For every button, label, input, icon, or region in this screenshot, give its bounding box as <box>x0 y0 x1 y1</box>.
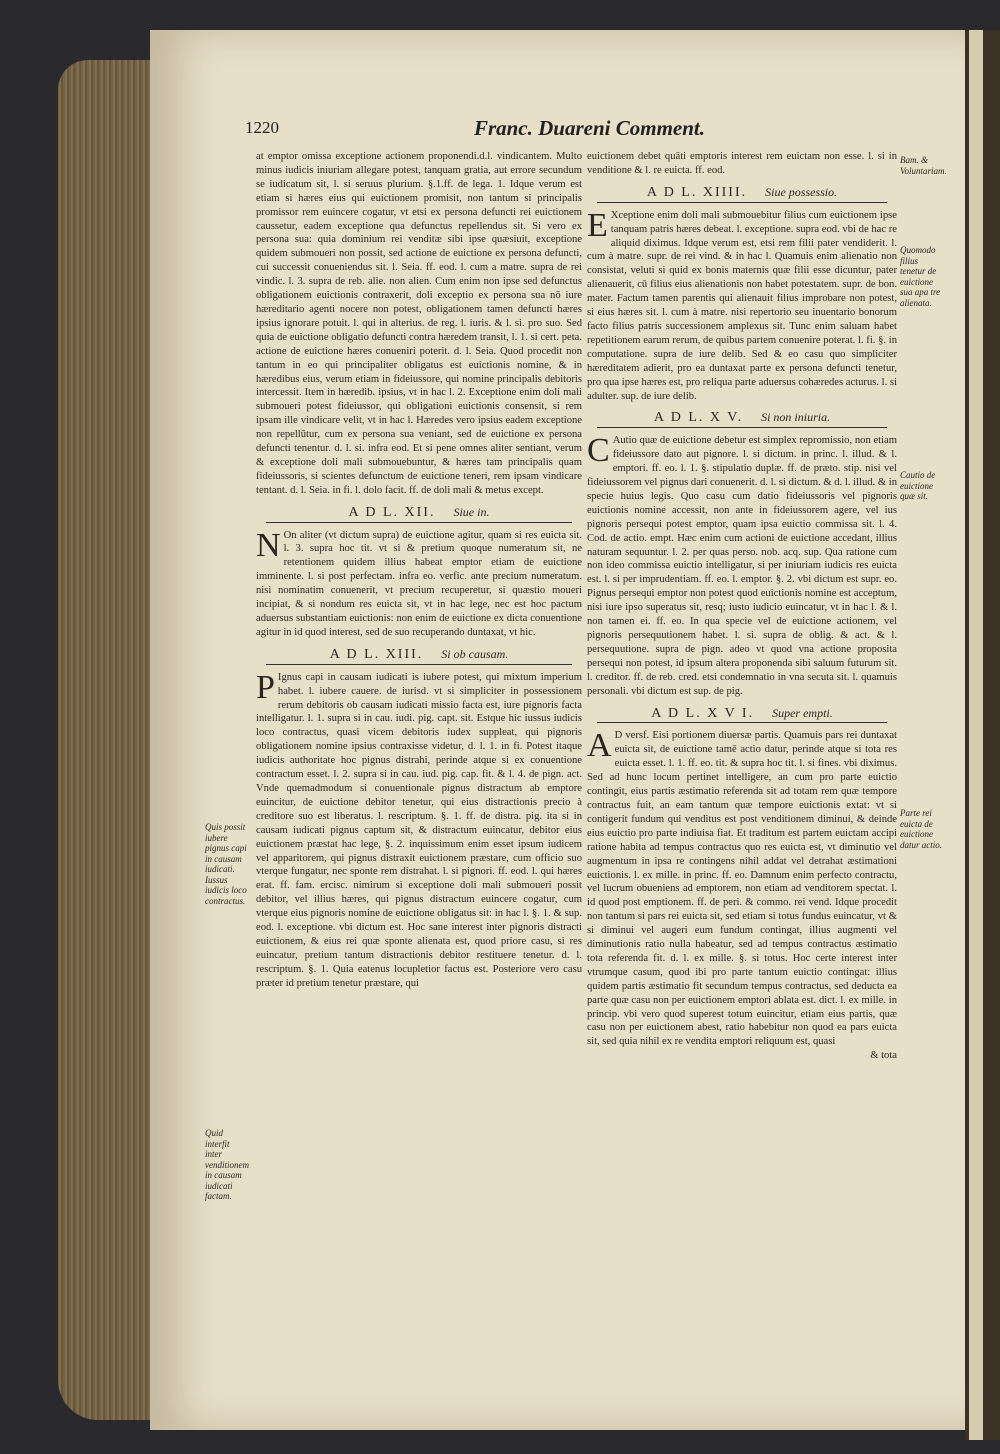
section-heading-xiiii <box>587 186 897 203</box>
heading-rule <box>597 427 887 428</box>
section-heading-xv <box>587 411 897 428</box>
drop-cap: A <box>587 727 612 765</box>
right-paragraph-1: euictionem debet quāti emptoris interest rem euictam non esse. l. si in venditione & l. re euicta. ff. eod. <box>587 151 897 176</box>
heading-lemma: Si ob causam. <box>441 646 509 661</box>
drop-cap: N <box>256 526 281 564</box>
right-paragraph-2 <box>587 206 897 404</box>
section-heading-xiii <box>256 648 582 665</box>
left-paragraph-2 <box>256 526 582 640</box>
page-header <box>245 118 705 148</box>
heading-rule <box>597 722 887 723</box>
left-column <box>256 150 582 991</box>
heading-lemma: Super empti. <box>772 705 833 720</box>
paragraph-text: Ignus capi in causam iudicati is iubere potest, qui mixtum imperium habet. l. iubere cauere. de iurisd. vt si simpliciter in possessionem rerum debitoris ob causam iudicati missio facta est, iure pignoris facta intelligatur. l. 1. supra si in cau. iudi. pig. capt. sit. Estque hic iussus iudicis loco contractus, quasi vicem debitoris iudex suppleat, qui pignoris obligationem nomine ipsius contraxisse videtur, d. l. 1. in fi. Potest itaque iudicis authoritate hoc pignus distrahi, perinde atque si ex conuentione contractum esset. l. 2. supra si in cau. iud. pig. cap. fit. & l. 4. de pign. act. Vnde quemadmodum si conuentionale pignus distractum ab emptore euincitur, de euictione debitor tenetur, qui eius distractionis precio à creditore suo est liberatus. l. rescriptum. §. 1. ff. de distra. pig. ita si in causam iudicati pignus captum sit, & distractum euincatur, debitor eius euictionem præstat hac lege, §. 2. inquissimum enim esset ipsum iudicem vel apparitorem, qui pignus distraxit euictionem præstare, cum officio suo vterque fungatur, nec sponte rem distrahat. l. si pignori. ff. eod. l. qui hæres erat. ff. fam. ercisc. nimirum si exceptione doli mali submoueri possit debitor, vel illius hæres, qui pignus distractum euincere cogatur, cum vterque eius pignoris nomine de euictione obligatus sit: in hac l. §. 1. & sup. eod. l. exceptione. vbi dictum est. Hoc sane interest inter pignoris distracti euictionem, & eius rei quæ sponte alienata est, quod priore casu, si res euincatur, pretium tantum distractionis debitor restituere tenetur. d. l. rescriptum. §. 1. Quia eatenus locupletior factus est. Posteriore vero casu præter id pretium tenetur præstare, qui <box>256 671 582 989</box>
drop-cap: P <box>256 668 275 706</box>
drop-cap: E <box>587 206 608 244</box>
page-number: 1220 <box>245 118 279 137</box>
heading-rule <box>266 664 572 665</box>
paragraph-text: Xceptione enim doli mali submouebitur filius cum euictionem ipse tanquam patris hæres debeat. l. exceptione. supra eod. vbi de hac re aliquid diximus. Idque verum est, etsi rem filii pater vendiderit. l. cum à matre. supr. de rei vind. & in hac l. Quamuis enim alienatio non consistat, veluti si quid ex bonis maternis quæ filii esse dicuntur, pater alienauerit, cū filius eius alienationis non habet potestatem. supr. de bon. mater. Factum tamen parentis qui alienauit filius improbare non potest, si eius hæres sit. l. cum à matre. nisi repertorio seu inuentario bonorum facto filius patris successionem amplexus sit. Tunc enim saluam habet repetitionem earum rerum, de quibus partem conuenire poterat. l. fi. §. in computatione. supra de iure delib. Sed & eo casu quo simpliciter hæreditatem adierit, pro ea duntaxat parte ex persona defuncti tenetur, pro qua ipse hæres est, pro reliqua parte aduersus cohæredes acturus. l. si adulter. sup. de iure delib. <box>587 209 897 402</box>
paragraph-text: On aliter (vt dictum supra) de euictione agitur, quam si res euicta sit. l. 3. supra hoc tit. vt si & pretium quoque numeratum sit, ne retentionem quidem illius habeat emptor etiam de euictione imminente. l. si post perfectam. infra eo. verfic. ante precium numeratum. nisi nominatim conuenerit, vt precium recuperetur, si quæstio moueri incipiat, & si nondum res euicta sit, vt in hac lege, nec est hoc pactum aduersus substantiam euictionis: non enim de euictione ex dicta conuentione agitur in id quod interest, sed de suo recuperando duntaxat, vt hic. <box>256 529 582 638</box>
right-column <box>587 150 897 1063</box>
margin-note-right-1: Bam. & Voluntariam. <box>900 155 947 176</box>
margin-note-right-2: Quomodo filius tenetur de euictione sua apa tre alienata. <box>900 245 941 308</box>
margin-note-right-3: Cautio de euictione quæ sit. <box>900 470 936 501</box>
paragraph-text: D versf. Eisi portionem diuersæ partis. Quamuis pars rei duntaxat euicta sit, de euictione tamē actio datur, perinde atque si tota res euicta esset. l. 1. ff. eo. tit. & supra hoc tit. l. si fines. vbi diximus. Sed ad hunc locum pertinet intelligere, an cum pro parte euictio contingit, eius partis æstimatio referenda sit ad totam rem quæ tempore contractus fuit, an eam tantum quæ tempore euictionis extat: vt si contigerit fundum qui venditus est post venditionem diminui, & deinde eius euictio pro parte indiuisa fiat. Et traditum est partem euictam accipi ratione habita ad tempus contractus quo res euicta est, vt diminutio vel augmentum in ipsa re contingens nihil addat vel detrahat æstimationi euictionis. l. ex mille. in princ. ff. eo. Damnum enim perfecto contractu, vel lucrum obueniens ad emptorem, non etiam ad venditorem spectat. l. id quod post emptionem. ff. de peri. & commo. rei vend. Idque procedit non tantum si pars rei euicta sit, sed etiam si totus fundus euincatur, vt & si diminui vel augeri eum fundum contingat, illius augmenti vel diminutionis ratio nulla habeatur, sed ad tempus contractus æstimatio tota referenda fit. d. l. ex mille. §. si totus. Hoc certe interest inter vtrumque casum, quod ibi pro parte tantum euictio contingat: illius quidem partis æstimatio fit secundum tempus contractus, sed deducta ea parte quæ casu non per euictionem emptori ablata est. dict. l. ex mille. in princip. vbi vero quod superest totum euincitur, etiam eius partis, quæ casu non per euictionem abest, ratio habebitur non quod ea pars euicta sit, sed quia nihil ex re vendita emptori reliquum est, quasi <box>587 730 897 1048</box>
margin-note-left-1: Quis possit iubere pignus capi in causam iudicati. Iussus iudicis loco contractus. <box>205 822 247 906</box>
heading-lemma: Siue in. <box>453 504 490 519</box>
section-heading-xvi <box>587 707 897 724</box>
book-fore-edge <box>58 60 158 1420</box>
margin-note-right-4: Parte rei euicta de euictione datur actio. <box>900 808 942 850</box>
heading-label: A D L. XIII. <box>329 646 424 662</box>
heading-lemma: Siue possessio. <box>765 184 838 199</box>
drop-cap: C <box>587 432 610 470</box>
heading-lemma: Si non iniuria. <box>761 410 831 425</box>
left-paragraph-1: at emptor omissa exceptione actionem proponendi.d.l. vindicantem. Multo minus iudicis iniuriam allegare potest, tanquam gratia, aut errore secundum se iudicatum sit, l. si seruus plurium. §.1.ff. de lega. 1. Idque verum est etiam si hæres eius qui euictionem promisit, non tantum si principalis promissor rem euincere cogatur, vt etsi ex persona defuncti rei euictionem caussetur, eadem exceptione qua defunctus repellendus sit. Si vero ex persona sua: quia dominium rei venditæ sibi ipse quæsiuit, exceptione quidem submoueri non possit, sed actione de euictione ex persona defuncti, cui successit conueniendus sit. l. Seia. ff. eod. l. cum a matre. supra de rei vindic. l. 3. supra de reb. alie. non alien. Cum enim non ipse sed defunctus obligationem euictionis contraxerit, doli exceptio ex persona sua nō iure hæreditario agenti nocere non potest, obligationem tamen defuncti hæres ipsius ignorare potuit. l. qui in alterius. de reg. l. iuris. & l. si. pro suo. Sed quia de euictione obligatio defuncti contra hæredem transit, l. 1. si cert. peta. actione de euictione hæres conueniri poterit. d. l. Seia. Quod procedit non tantum in eo qui principaliter obligatus est euictionis nomine, & in hæredibus eius, verum etiam in fideiussore, qui nomine principalis debitoris intercessit. Item in hæredib. ipsius, vt in hac l. 2. Exceptione enim doli mali submoueri potest fideiussor, qui obligationi euictionis consensit, si rem ipsam ille vindicare velit, vt in hac l. Hæredes vero ipsius eadem exceptione non repellūtur, cum ex persona sua veniant, sed de euictione ex persona defuncti tenentur. d. l. si. infra eod. Et si pene omnes aliter sentiant, verum & exceptione doli mali submouebuntur, & hæres tam principalis quam fideiussoris, si scientes defunctum de euictione teneri, rem ipsam vindicare tentant. d. l. Seia. in fi. l. dolo facit. ff. de doli mali & metus except. <box>256 151 582 496</box>
heading-label: A D L. XIIII. <box>646 184 748 200</box>
heading-rule <box>597 202 887 203</box>
section-heading-xii <box>256 506 582 523</box>
heading-label: A D L. X V. <box>653 410 744 426</box>
running-title: Franc. Duareni Comment. <box>473 116 705 140</box>
heading-label: A D L. X V I. <box>651 705 755 721</box>
catchword: & tota <box>870 1050 897 1062</box>
left-paragraph-3 <box>256 668 582 991</box>
paragraph-text: Autio quæ de euictione debetur est simplex repromissio, non etiam fideiussore dato aut pignore. l. si dictum. in princ. l. illud. & l. emptori. ff. eo. l. 1. §. stipulatio duplæ. ff. de præto. stip. nisi vel fideiussorem vel pignus dari conuenerit. d. l. si dictum. & d. l. illud. & in specie huius legis. Quo casu cum datio fideiussoris vel pignoris euictionis nomine accessit, non ante in fideiussorem agere, vel ius pignoris persequi potest emptor, quam ipsa euictio commissa sit. l. 4. Cod. de actio. empt. Hæc enim cum actioni de euictione accedant, illius naturam sequuntur. l. 2. per quas perso. nob. acq. sup. Qua ratione cum non ideo commissa euictio intelligatur, si per iniuriam iudicis res euicta est. l. si per imprudentiam. ff. eo. l. emptor. §. 2. vbi dictum est supr. eo. Pignus persequi emptor non potest quod euictionis nomine est acceptum, nisi iure ipso superatus sit, resq; iusto iudicio euincatur, vt in hac l. & l. non tamen ei. ff. eo. In qua specie vel de euictione actionem, vel pignoris persequutionem habet. l. si. supra de oblig. & act. & l. persequutione. supra de pign. adeo vt quod vna actione proposita persequi non potest, id ipsum altera proponenda sibi saluum futurum sit. l. creditor. ff. de reb. cred. etsi condemnatio in vna secuta sit. l. quamuis personali. vbi dictum est sup. de pig. <box>587 435 897 697</box>
facing-page-edge <box>965 30 1000 1440</box>
right-paragraph-4 <box>587 729 897 1049</box>
margin-note-left-2: Quid interfit inter venditionem in causam iudicati factam. <box>205 1128 249 1201</box>
heading-rule <box>266 522 572 523</box>
right-paragraph-3 <box>587 434 897 698</box>
heading-label: A D L. XII. <box>348 504 436 520</box>
